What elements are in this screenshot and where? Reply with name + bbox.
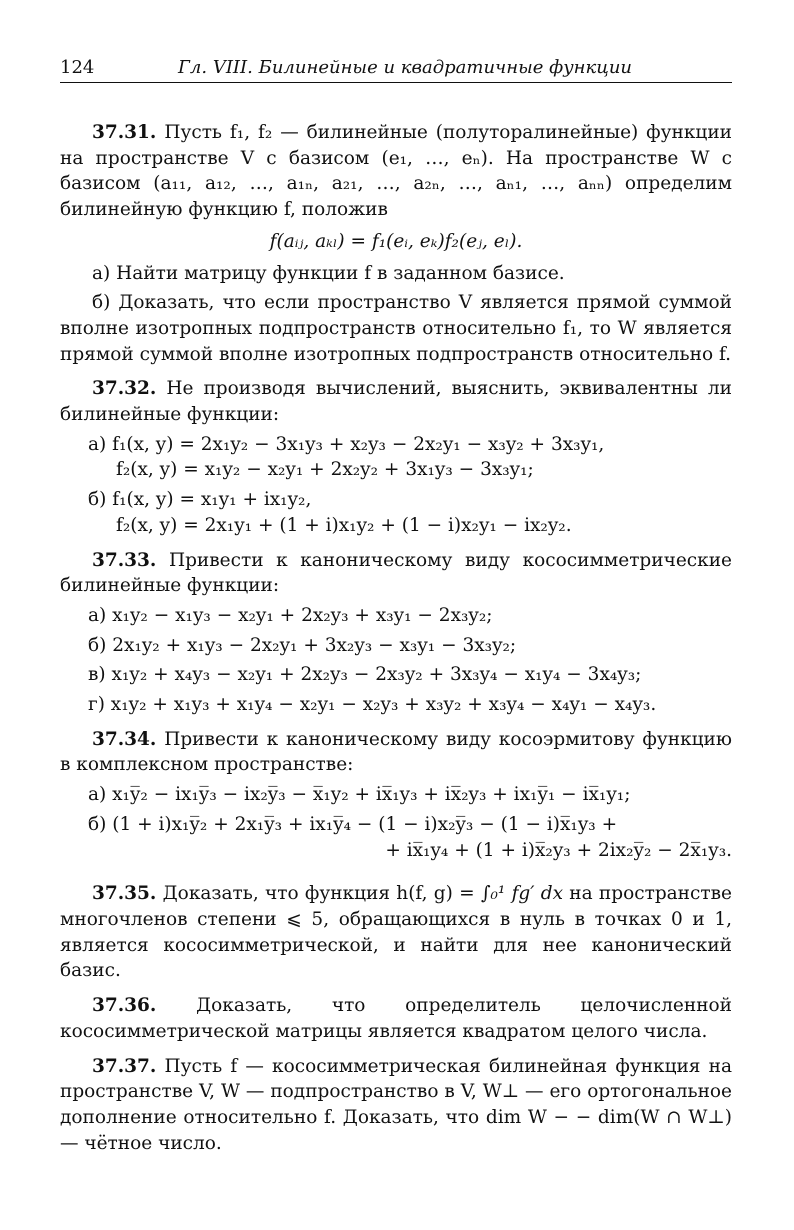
problem-text-end: на пространстве многочленов степени ⩽ 5, обращающихся в нуль в точках 0 и 1, является кососимметрической, и найти для нее канонический базис.	[60, 883, 732, 982]
running-title: Гл. VIII. Билинейные и квадратичные функции	[178, 57, 633, 78]
list-item: б) 2x₁y₂ + x₁y₃ − 2x₂y₁ + 3x₂y₃ − x₃y₁ − 3x₃y₂;	[88, 634, 517, 656]
problem-text: Привести к каноническому виду косоэрмитову функцию в комплексном пространстве:	[60, 728, 732, 776]
integral-expression: ∫₀¹ fg′ dx	[480, 883, 564, 905]
problem-number: 37.31.	[92, 122, 157, 143]
page-content	[60, 120, 732, 1156]
problem-37-34	[60, 727, 732, 778]
problem-37-33	[60, 548, 732, 599]
problem-number: 37.32.	[92, 378, 157, 400]
list-item: б) (1 + i)x₁y̅₂ + 2x₁y̅₃ + ix₁y̅₄ − (1 − i)x₂y̅₃ − (1 − i)x̅₁y₃ +	[88, 813, 618, 835]
problem-number: 37.37.	[92, 1055, 157, 1077]
list-item: а) x₁y₂ − x₁y₃ − x₂y₁ + 2x₂y₃ + x₃y₁ − 2x₃y₂;	[88, 604, 493, 626]
problem-text: Привести к каноническому виду кососимметрические билинейные функции:	[60, 549, 732, 597]
problem-37-32	[60, 376, 732, 427]
page-header	[60, 52, 732, 83]
problem-37-35	[60, 881, 732, 984]
page-number: 124	[60, 57, 95, 78]
problem-text: Пусть f — кососимметрическая билинейная функция на пространстве V, W — подпространство в V, W⊥ — его ортогональное дополнение относительно f. Доказать, что dim W − − dim(W ∩ W⊥) — чётное число.	[60, 1055, 732, 1154]
problem-number: 37.33.	[92, 549, 157, 571]
list-item: в) x₁y₂ + x₄y₃ − x₂y₁ + 2x₂y₃ − 2x₃y₂ + 3x₃y₄ − x₁y₄ − 3x₄y₃;	[88, 664, 642, 686]
problem-text: Не производя вычислений, выяснить, эквивалентны ли билинейные функции:	[60, 378, 732, 426]
problem-number: 37.36.	[92, 995, 157, 1017]
list-item: а) f₁(x, y) = 2x₁y₂ − 3x₁y₃ + x₂y₃ − 2x₂y₁ − x₃y₂ + 3x₃y₁,	[88, 433, 605, 455]
list-item-continuation: f₂(x, y) = 2x₁y₁ + (1 + i)x₁y₂ + (1 − i)x₂y₁ − ix₂y₂.	[116, 514, 572, 536]
problem-part-b: б) Доказать, что если пространство V является прямой суммой вполне изотропных подпространств относительно f₁, то W является прямой суммой вполне изотропных подпространств относительно f.	[60, 292, 732, 365]
list-item: б) f₁(x, y) = x₁y₁ + ix₁y₂,	[88, 489, 312, 511]
problem-text: Пусть f₁, f₂ — билинейные (полуторалинейные) функции на пространстве V с базисом (e₁, …, eₙ). На пространстве W с базисом (a₁₁, a₁₂, …, a₁ₙ, a₂₁, …, a₂ₙ, …, aₙ₁, …, aₙₙ) определим билинейную функцию f, положив	[60, 122, 732, 221]
problem-number: 37.34.	[92, 728, 157, 750]
problem-part-a: а) Найти матрицу функции f в заданном базисе.	[92, 262, 565, 284]
problem-number: 37.35.	[92, 883, 157, 905]
list-item-continuation: + ix̅₁y₄ + (1 + i)x̅₂y₃ + 2ix₂y̅₂ − 2x̅₁y₃.	[385, 839, 732, 861]
problem-text: Доказать, что определитель целочисленной кососимметрической матрицы является квадратом целого числа.	[60, 995, 733, 1042]
problem-37-37	[60, 1054, 732, 1157]
list-item: г) x₁y₂ + x₁y₃ + x₁y₄ − x₂y₁ − x₂y₃ + x₃y₂ + x₃y₄ − x₄y₁ − x₄y₃.	[88, 694, 657, 716]
problem-37-36	[60, 993, 732, 1044]
list-item-continuation: f₂(x, y) = x₁y₂ − x₂y₁ + 2x₂y₂ + 3x₁y₃ − 3x₃y₁;	[116, 459, 534, 481]
problem-text-start: Доказать, что функция h(f, g) =	[162, 883, 481, 905]
list-item: а) x₁y̅₂ − ix₁y̅₃ − ix₂y̅₃ − x̅₁y₂ + ix̅₁y₃ + ix̅₂y₃ + ix₁y̅₁ − ix̅₁y₁;	[88, 784, 631, 806]
problem-37-31	[60, 120, 732, 223]
equation: f(aᵢⱼ, aₖₗ) = f₁(eᵢ, eₖ)f₂(eⱼ, eₗ).	[269, 230, 523, 252]
